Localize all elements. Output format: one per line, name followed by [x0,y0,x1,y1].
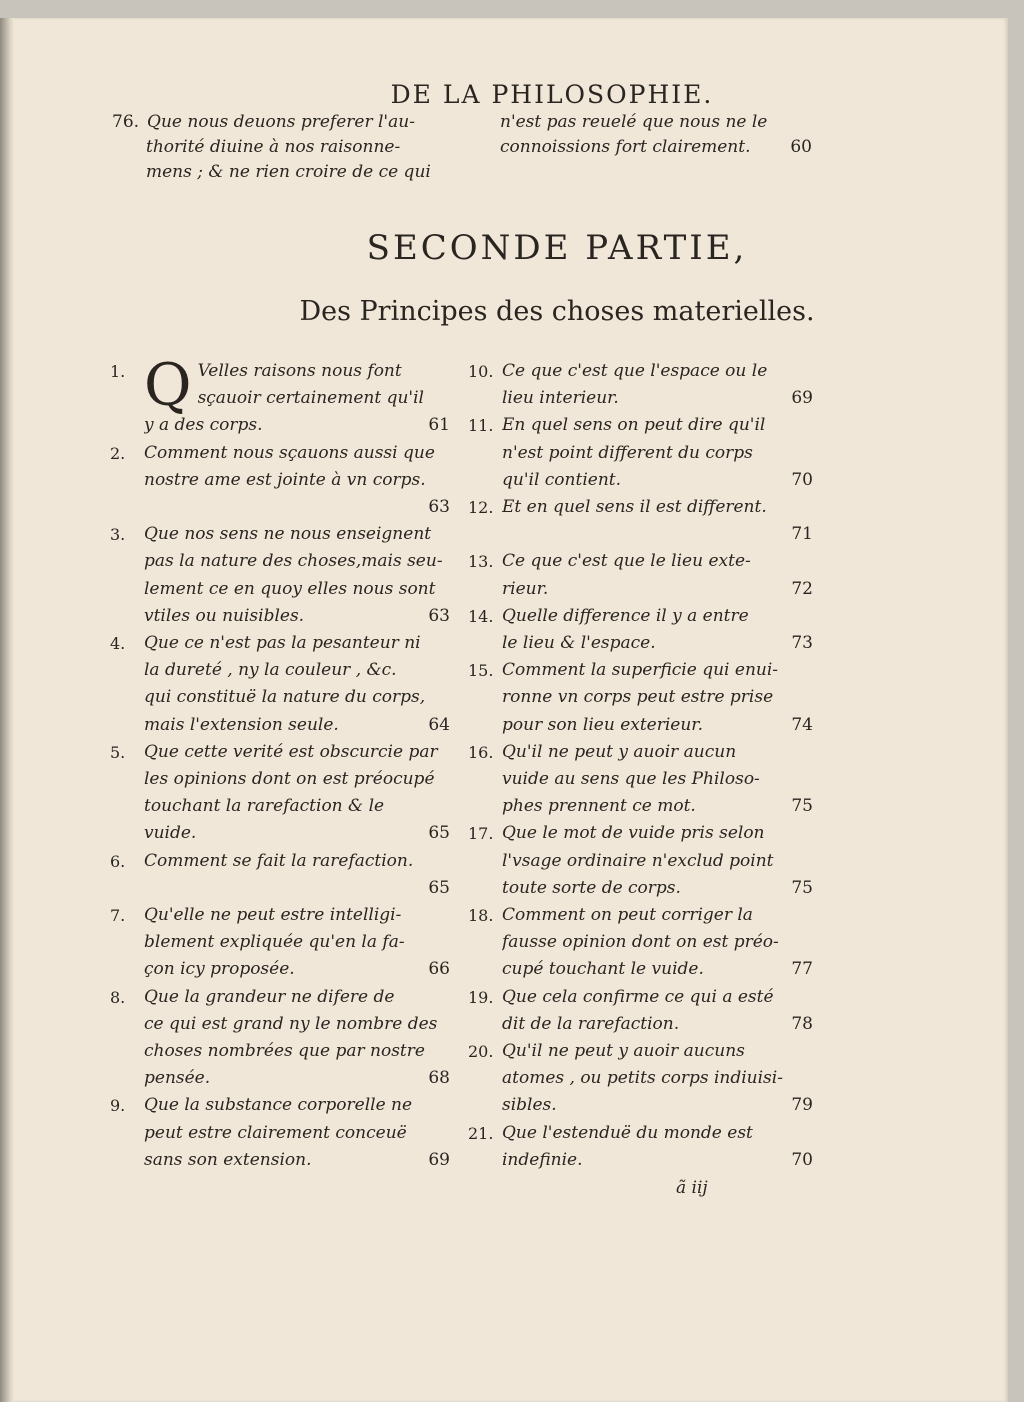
entry-number: 2. [110,443,126,463]
entry-line [502,848,813,875]
entry-number: 7. [110,906,126,926]
entry-line [144,929,450,956]
entry-line [502,766,813,793]
toc-entry [110,630,450,739]
entry-text: blement expliquée qu'en la fa- [144,932,405,953]
page-number: 69 [428,1149,450,1170]
entry-line [144,548,450,575]
entry-line [144,603,450,630]
contents-right-column [468,358,813,1174]
entry-line [502,684,813,711]
entry-text: Comment on peut corriger la [502,905,753,926]
entry-text: sçauoir certainement qu'il [197,388,424,409]
entry-line [144,712,450,739]
entry-line [502,820,813,847]
entry-number: 9. [110,1096,126,1116]
entry-line [144,440,450,467]
page-gutter [0,18,14,1402]
entry-text: Velles raisons nous font [197,361,402,381]
entry-text: ce qui est grand ny le nombre des [144,1013,438,1034]
entry-text: pensée. [144,1068,211,1089]
entry-text: sans son extension. [144,1149,312,1170]
entry-line [502,1120,813,1147]
page-number: 74 [791,714,813,735]
entry-text: rieur. [502,578,549,599]
page-number: 63 [428,497,450,518]
entry-text: Que la substance corporelle ne [144,1095,413,1116]
page-number: 73 [791,633,813,654]
entry-line [502,1092,813,1119]
entry-text: Que cela confirme ce qui a esté [502,986,774,1007]
entry-line [144,766,450,793]
page-number: 77 [791,959,813,980]
entry-text: dit de la rarefaction. [502,1013,680,1034]
toc-entry [468,494,813,548]
toc-entry [468,358,813,412]
entry-text: atomes , ou petits corps indiuisi- [502,1068,783,1089]
entry-number: 11. [468,416,494,436]
signature-mark: ã iij [676,1178,708,1198]
entry-text: lement ce en quoy elles nous sont [144,578,436,599]
entry-number: 14. [468,606,494,626]
toc-entry [468,902,813,984]
entry-line [144,521,450,548]
page-number: 65 [428,823,450,844]
toc-entry [468,548,813,602]
entry-text: Comment nous sçauons aussi que [144,442,435,463]
part-subtitle: Des Principes des choses materielles. [299,296,815,327]
entry-line [502,548,813,575]
entry-text: qu'il contient. [502,469,621,490]
entry-text: pour son lieu exterieur. [502,714,703,735]
entry-text: Qu'elle ne peut estre intelligi- [144,905,402,926]
entry-number: 5. [110,742,126,762]
entry-line [144,657,450,684]
entry-text: Ce que c'est que l'espace ou le [502,361,768,381]
entry-line [502,956,813,983]
entry-line [502,929,813,956]
entry-line [502,385,813,412]
entry-text: cupé touchant le vuide. [502,959,704,980]
contents-left-column [110,351,450,1174]
entry-number: 8. [110,987,126,1007]
entry-line [144,467,450,494]
entry-number: 17. [468,824,494,844]
entry-line [144,412,450,439]
entry-number: 4. [110,634,126,654]
entry-line [144,793,450,820]
entry-line [502,440,813,467]
entry-text: touchant la rarefaction & le [144,796,385,817]
page-number: 71 [791,524,813,545]
toc-entry [110,351,450,440]
entry-line [502,1065,813,1092]
entry-text: Que la grandeur ne difere de [144,986,395,1007]
entry-line: thorité diuine à nos raisonne- [146,137,401,157]
entry-line [502,657,813,684]
entry-text: les opinions dont on est préocupé [144,769,435,790]
entry-number: 12. [468,498,494,518]
entry-text: Que l'estenduë du monde est [502,1122,753,1143]
entry-line [144,875,450,902]
entry-text: lieu interieur. [502,388,619,409]
entry-line [502,630,813,657]
page-number: 64 [428,714,450,735]
toc-entry [110,521,450,630]
entry-line [198,385,450,412]
entry-line: Que nous deuons preferer l'au- [147,112,415,132]
page-number: 78 [791,1013,813,1034]
entry-line [144,820,450,847]
entry-text: Que nos sens ne nous enseignent [144,524,432,545]
entry-number: 6. [110,851,126,871]
toc-entry [468,412,813,494]
entry-line [502,739,813,766]
entry-text: Qu'il ne peut y auoir aucuns [502,1041,745,1062]
entry-line: connoissions fort clairement. [500,137,751,157]
entry-line [502,902,813,929]
toc-entry [110,984,450,1093]
entry-number: 16. [468,742,494,762]
page-number: 72 [791,578,813,599]
entry-text: Que ce n'est pas la pesanteur ni [144,633,421,654]
drop-capital: Q [144,351,192,419]
entry-text: le lieu & l'espace. [502,633,656,654]
entry-text: vuide au sens que les Philoso- [502,769,760,790]
page-number: 61 [428,415,450,436]
toc-entry [110,739,450,848]
entry-text: pas la nature des choses,mais seu- [144,551,443,572]
entry-line [502,875,813,902]
entry-text: y a des corps. [144,415,263,436]
page-number: 69 [791,388,813,409]
entry-number: 21. [468,1123,494,1143]
page-number: 70 [791,469,813,490]
entry-number: 1. [110,362,126,381]
toc-entry [468,657,813,739]
entry-text: vtiles ou nuisibles. [144,605,305,626]
entry-number: 18. [468,906,494,926]
entry-text: Que cette verité est obscurcie par [144,741,438,762]
part-title: SECONDE PARTIE, [366,228,748,268]
entry-text: Qu'il ne peut y auoir aucun [502,741,737,762]
running-header: DE LA PHILOSOPHIE. [390,80,714,109]
entry-line: n'est pas reuelé que nous ne le [500,112,768,132]
page-number: 60 [790,137,812,157]
entry-text: l'vsage ordinaire n'exclud point [502,850,774,871]
entry-line: mens ; & ne rien croire de ce qui [146,162,431,182]
entry-number: 3. [110,525,126,545]
page-number: 70 [791,1149,813,1170]
page-number: 65 [428,877,450,898]
toc-entry [468,984,813,1038]
toc-entry [468,1120,813,1174]
top-left-entry [112,110,452,185]
toc-entry [468,1038,813,1120]
entry-line [144,1011,450,1038]
entry-line [144,1092,450,1119]
top-right-entry [500,110,812,160]
entry-number: 20. [468,1042,494,1062]
toc-entry [110,848,450,902]
entry-text: ronne vn corps peut estre prise [502,687,774,708]
entry-text: En quel sens on peut dire qu'il [502,415,766,436]
page-number: 63 [428,605,450,626]
entry-text: Et en quel sens il est different. [502,497,767,518]
entry-text: n'est point different du corps [502,442,753,463]
entry-line [502,712,813,739]
page-number: 75 [791,796,813,817]
entry-text: Comment se fait la rarefaction. [144,850,414,871]
entry-text: fausse opinion dont on est préo- [502,932,779,953]
page-number: 79 [791,1095,813,1116]
entry-text: nostre ame est jointe à vn corps. [144,469,426,490]
entry-line [502,1147,813,1174]
entry-text: choses nombrées que par nostre [144,1041,425,1062]
entry-line [198,358,450,385]
entry-line [144,1120,450,1147]
entry-line [502,521,813,548]
entry-text: Comment la superficie qui enui- [502,660,779,681]
entry-text: Quelle difference il y a entre [502,605,749,626]
entry-text: sibles. [502,1095,557,1116]
entry-text: mais l'extension seule. [144,714,339,735]
entry-line [144,630,450,657]
toc-entry [468,820,813,902]
entry-number: 10. [468,362,494,381]
entry-line [144,1147,450,1174]
entry-line [502,412,813,439]
entry-line [144,902,450,929]
entry-line [502,358,813,385]
page-number: 68 [428,1068,450,1089]
entry-line [502,1038,813,1065]
entry-line [144,1038,450,1065]
entry-line [502,467,813,494]
page-number: 75 [791,877,813,898]
entry-line [144,956,450,983]
entry-line [144,576,450,603]
entry-text: Que le mot de vuide pris selon [502,823,765,844]
toc-entry [110,902,450,984]
entry-text: peut estre clairement conceuë [144,1122,407,1143]
entry-text: vuide. [144,823,197,844]
entry-line [144,848,450,875]
entry-text: la dureté , ny la couleur , &c. [144,660,397,681]
entry-text: toute sorte de corps. [502,877,681,898]
page-number: 66 [428,959,450,980]
entry-number: 76. [112,112,140,132]
entry-line [502,576,813,603]
entry-number: 15. [468,661,494,681]
toc-entry [468,603,813,657]
entry-line [144,494,450,521]
entry-text: indefinie. [502,1149,583,1170]
toc-entry [110,1092,450,1174]
entry-text: qui constituë la nature du corps, [144,687,426,708]
toc-entry [110,440,450,522]
entry-line [502,494,813,521]
entry-number: 13. [468,552,494,572]
entry-text: çon icy proposée. [144,959,295,980]
entry-text: phes prennent ce mot. [502,796,696,817]
entry-line [144,1065,450,1092]
entry-line [144,684,450,711]
toc-entry [468,739,813,821]
entry-line [502,603,813,630]
entry-line [144,984,450,1011]
entry-line [502,793,813,820]
entry-line [502,1011,813,1038]
entry-text: Ce que c'est que le lieu exte- [502,551,751,572]
entry-line [502,984,813,1011]
entry-line [144,739,450,766]
entry-number: 19. [468,987,494,1007]
